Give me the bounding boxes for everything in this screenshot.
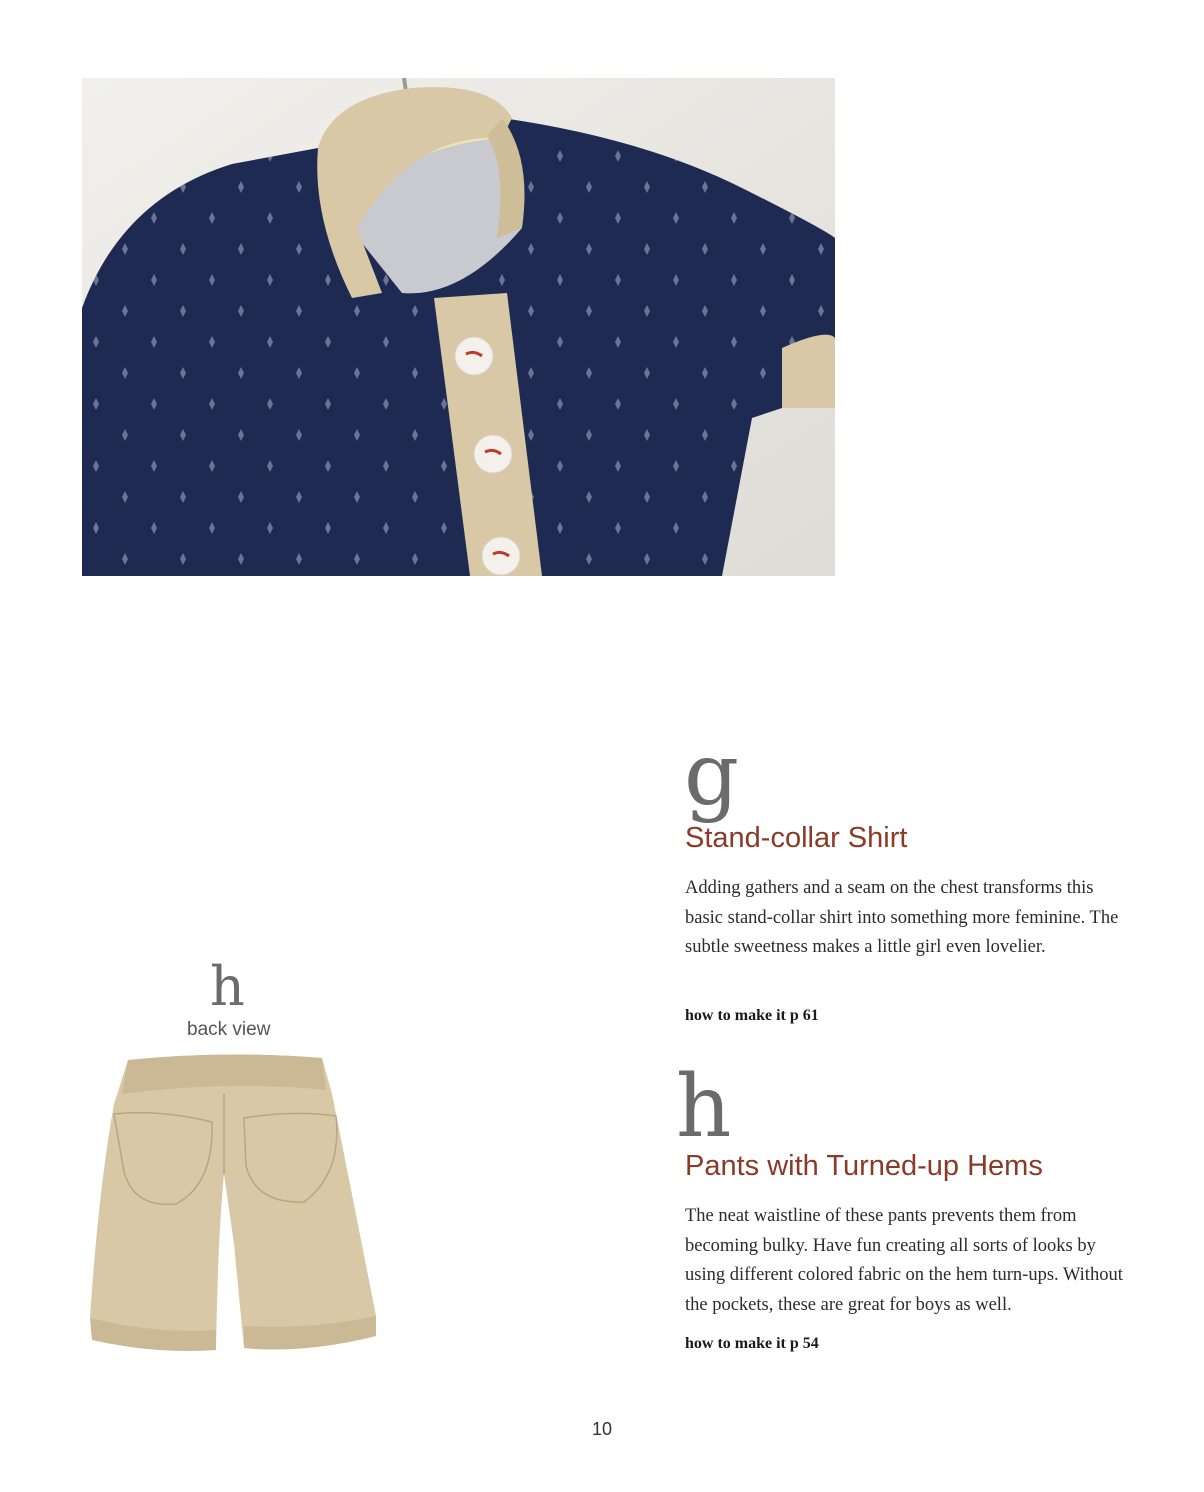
how-to-link-pants[interactable]: how to make it p 54 <box>685 1335 819 1352</box>
item-title-shirt: Stand-collar Shirt <box>685 822 908 854</box>
item-letter-h: h <box>676 1057 732 1157</box>
how-to-link-shirt[interactable]: how to make it p 61 <box>685 1007 819 1024</box>
item-description-pants: The neat waistline of these pants prevents them from becoming bulky. Have fun creating all sorts of looks by using different colored fabric on the hem turn-ups. Without the pockets, these are great for boys as well. <box>685 1206 1123 1315</box>
page-number: 10 <box>591 1419 613 1439</box>
back-view-label: back view <box>187 1019 271 1040</box>
pants-back-view-image <box>84 1054 382 1354</box>
item-title-pants: Pants with Turned-up Hems <box>685 1150 1043 1182</box>
shirt-illustration <box>82 78 835 576</box>
back-view-letter: h <box>210 955 245 1018</box>
item-description-shirt: Adding gathers and a seam on the chest transforms this basic stand-collar shirt into something more feminine. The subtle sweetness makes a little girl even lovelier. <box>685 878 1119 957</box>
shirt-photo <box>82 78 835 576</box>
item-letter-g: g <box>684 725 740 825</box>
